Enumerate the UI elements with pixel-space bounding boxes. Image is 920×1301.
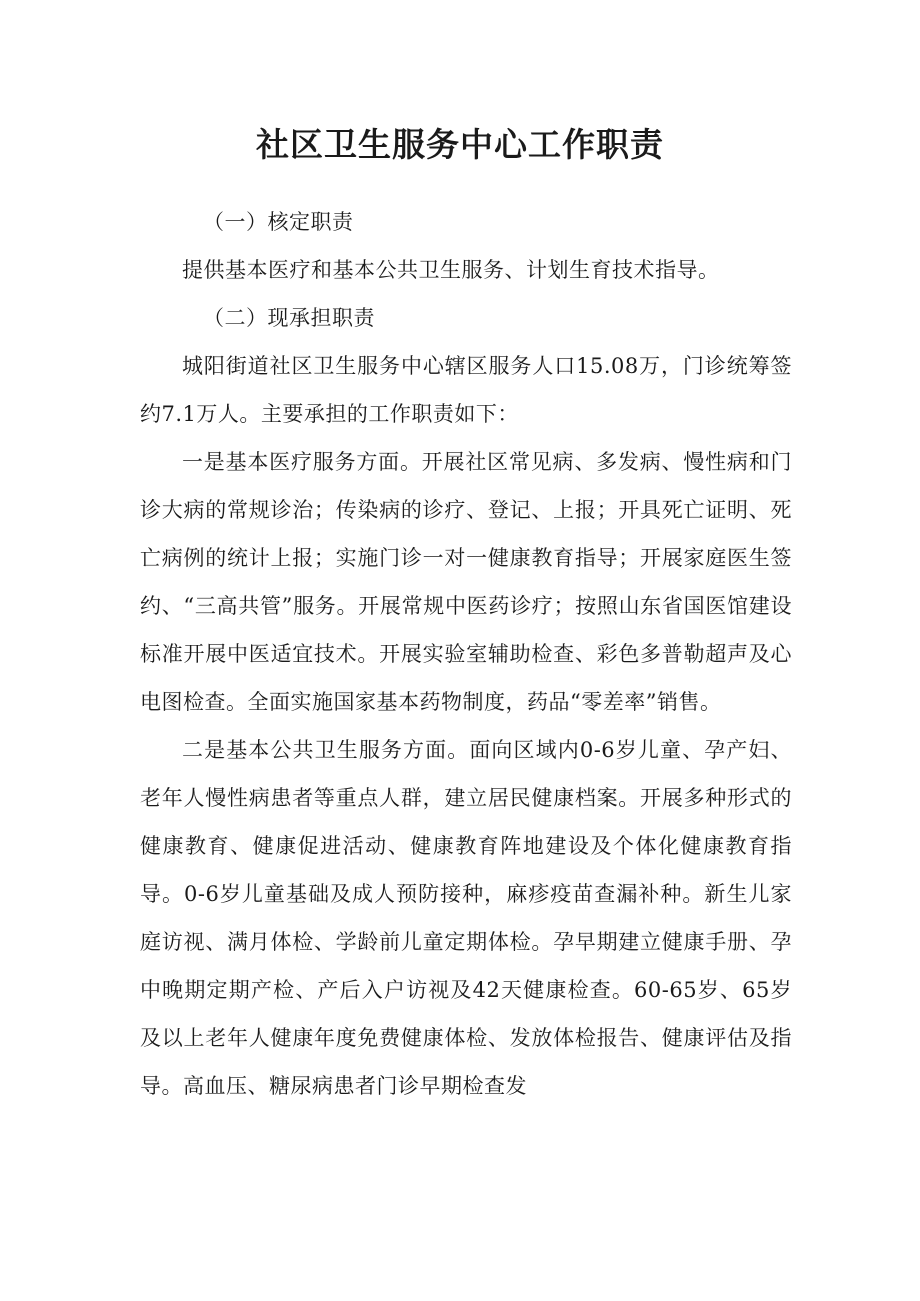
approved-duties-text: 提供基本医疗和基本公共卫生服务、计划生育技术指导。: [182, 258, 720, 282]
document-body: [140, 198, 792, 1110]
section-heading-current-duties: （二）现承担职责: [203, 306, 375, 330]
section-heading-approved-duties: （一）核定职责: [203, 210, 354, 234]
paragraph-public-health-services: 二是基本公共卫生服务方面。面向区域内0-6岁儿童、孕产妇、老年人慢性病患者等重点人群，建立居民健康档案。开展多种形式的健康教育、健康促进活动、健康教育阵地建设及个体化健康教育指导。0-6岁儿童基础及成人预防接种，麻疹疫苗查漏补种。新生儿家庭访视、满月体检、学龄前儿童定期体检。孕早期建立健康手册、孕中晚期定期产检、产后入户访视及42天健康检查。60-65岁、65岁及以上老年人健康年度免费健康体检、发放体检报告、健康评估及指导。高血压、糖尿病患者门诊早期检查发: [140, 738, 792, 1098]
paragraph-service-overview: 城阳街道社区卫生服务中心辖区服务人口15.08万，门诊统筹签约7.1万人。主要承担的工作职责如下：: [140, 354, 792, 426]
paragraph-basic-medical-services: 一是基本医疗服务方面。开展社区常见病、多发病、慢性病和门诊大病的常规诊治；传染病的诊疗、登记、上报；开具死亡证明、死亡病例的统计上报；实施门诊一对一健康教育指导；开展家庭医生签约、“三高共管”服务。开展常规中医药诊疗；按照山东省国医馆建设标准开展中医适宜技术。开展实验室辅助检查、彩色多普勒超声及心电图检查。全面实施国家基本药物制度，药品“零差率”销售。: [140, 450, 792, 714]
document-title: 社区卫生服务中心工作职责: [256, 125, 664, 164]
